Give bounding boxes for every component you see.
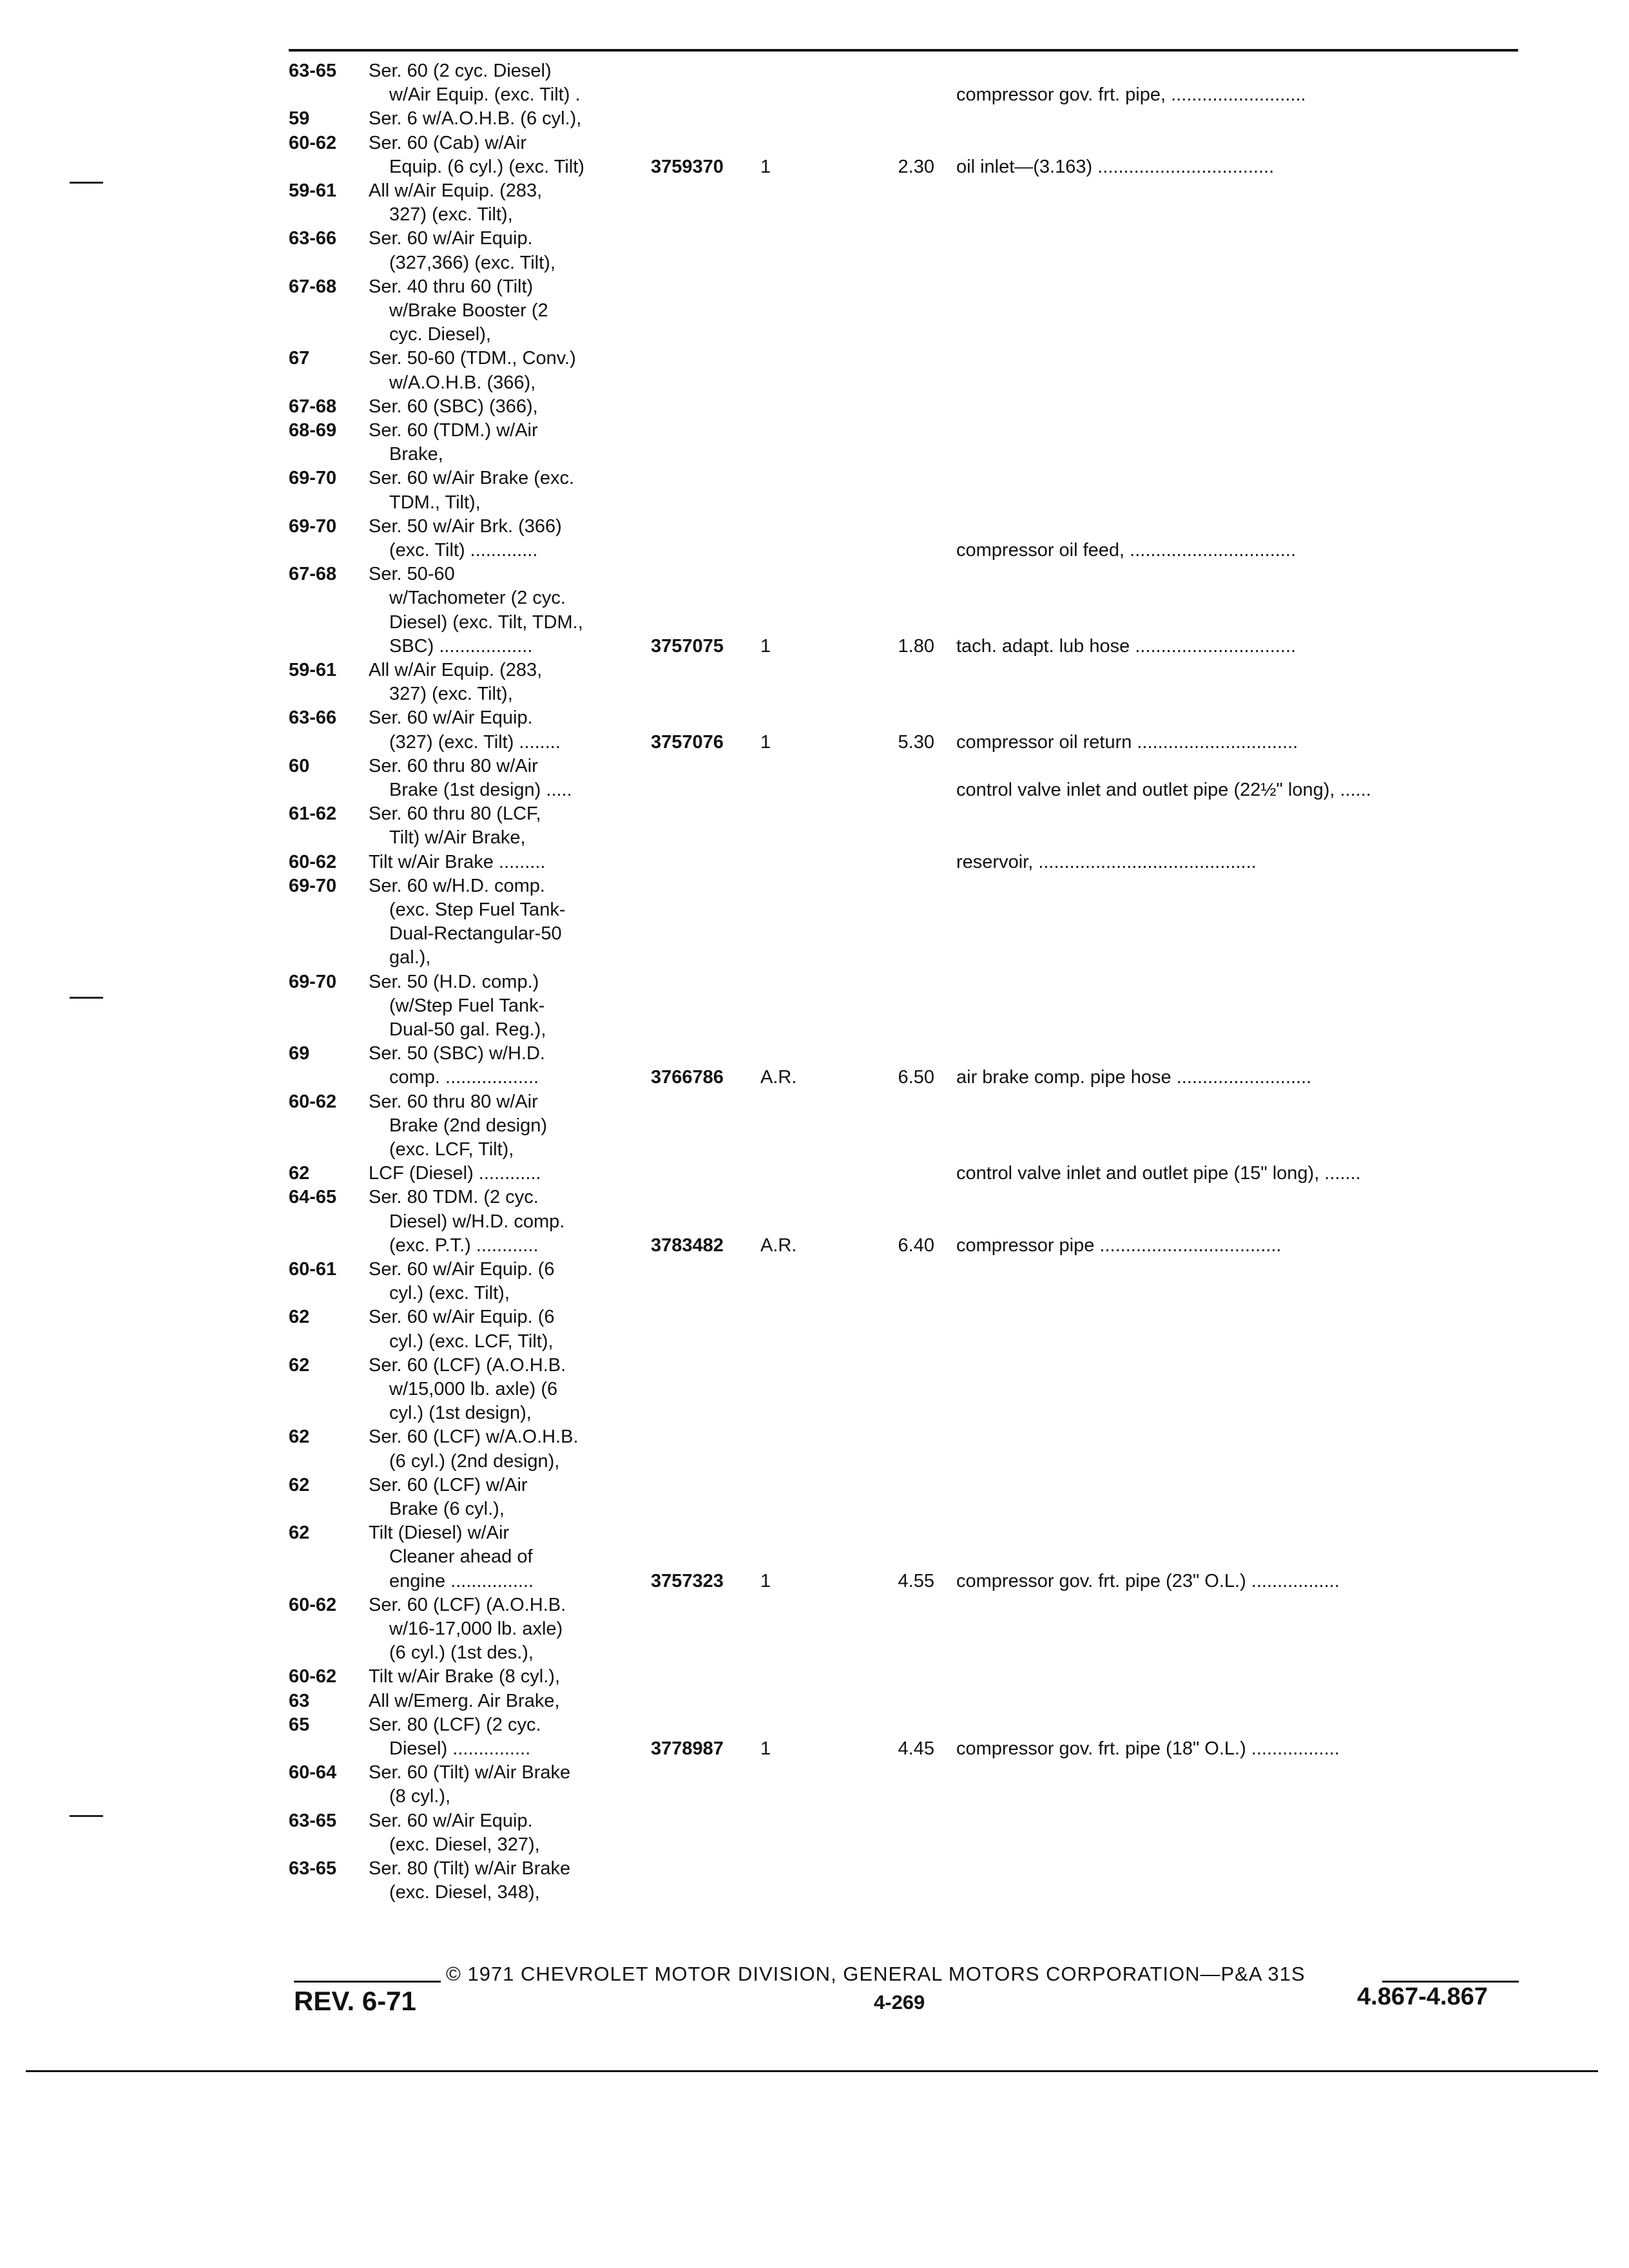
year-cell: 67 (289, 348, 310, 369)
part-number-cell: 3766786 (651, 1067, 724, 1088)
year-cell: 59-61 (289, 180, 337, 201)
table-row (0, 395, 1629, 418)
application-cell: Ser. 60 w/Air Equip. (369, 1810, 533, 1831)
table-row (0, 635, 1629, 658)
table-row (0, 347, 1629, 370)
application-cell: TDM., Tilt), (389, 492, 481, 513)
application-cell: Diesel) ............... (389, 1738, 531, 1759)
year-cell: 60-62 (289, 1666, 337, 1687)
table-row (0, 1641, 1629, 1664)
year-cell: 62 (289, 1474, 310, 1495)
description-cell: compressor pipe ................................... (956, 1235, 1282, 1256)
table-row (0, 323, 1629, 346)
application-cell: Ser. 50-60 (TDM., Conv.) (369, 348, 576, 369)
application-cell: engine ................ (389, 1570, 534, 1591)
application-cell: cyl.) (1st design), (389, 1403, 532, 1424)
year-cell: 67-68 (289, 276, 337, 297)
application-cell: All w/Emerg. Air Brake, (369, 1690, 560, 1711)
price-cell: 4.55 (898, 1570, 934, 1591)
price-cell: 2.30 (898, 156, 934, 177)
table-row (0, 1617, 1629, 1640)
application-cell: (6 cyl.) (1st des.), (389, 1642, 534, 1664)
table-row (0, 1713, 1629, 1736)
application-cell: 327) (exc. Tilt), (389, 684, 513, 705)
application-cell: Ser. 80 TDM. (2 cyc. (369, 1187, 539, 1208)
table-row (0, 1521, 1629, 1544)
year-cell: 60 (289, 755, 310, 776)
application-cell: (exc. P.T.) ............ (389, 1235, 539, 1256)
application-cell: Ser. 6 w/A.O.H.B. (6 cyl.), (369, 108, 582, 130)
table-row (0, 1378, 1629, 1401)
table-row (0, 1210, 1629, 1233)
table-row (0, 443, 1629, 466)
application-cell: LCF (Diesel) ............ (369, 1163, 541, 1184)
application-cell: Dual-50 gal. Reg.), (389, 1019, 546, 1040)
page-bottom-rule (26, 2070, 1598, 2072)
application-cell: SBC) .................. (389, 635, 533, 657)
price-cell: 6.40 (898, 1235, 934, 1256)
table-row (0, 179, 1629, 202)
year-cell: 63-66 (289, 707, 337, 729)
table-row (0, 1354, 1629, 1377)
description-cell: compressor gov. frt. pipe (18" O.L.) ................. (956, 1738, 1340, 1759)
table-row (0, 1138, 1629, 1161)
application-cell: cyl.) (exc. LCF, Tilt), (389, 1331, 554, 1352)
table-row (0, 682, 1629, 706)
application-cell: Equip. (6 cyl.) (exc. Tilt) (389, 156, 584, 177)
application-cell: (w/Step Fuel Tank- (389, 995, 545, 1016)
description-cell: control valve inlet and outlet pipe (15" long), ....... (956, 1163, 1361, 1184)
year-cell: 63-66 (289, 228, 337, 249)
application-cell: Ser. 50 w/Air Brk. (366) (369, 515, 562, 537)
table-row (0, 299, 1629, 322)
price-cell: 6.50 (898, 1067, 934, 1088)
table-row (0, 131, 1629, 155)
year-cell: 60-64 (289, 1762, 337, 1783)
year-cell: 63 (289, 1690, 310, 1711)
year-cell: 69-70 (289, 875, 337, 896)
application-cell: Ser. 60 w/H.D. comp. (369, 875, 545, 896)
table-row (0, 466, 1629, 490)
page-number: 4-269 (874, 1991, 925, 2013)
table-row (0, 1162, 1629, 1185)
description-cell: control valve inlet and outlet pipe (22½" long), ...... (956, 780, 1371, 800)
table-row (0, 1857, 1629, 1880)
table-row (0, 203, 1629, 226)
footer-rule-left (294, 1981, 441, 1983)
table-row (0, 586, 1629, 610)
application-cell: Ser. 60 w/Air Brake (exc. (369, 468, 575, 489)
table-row (0, 1425, 1629, 1448)
table-row (0, 1234, 1629, 1257)
table-row (0, 1809, 1629, 1832)
application-cell: Diesel) w/H.D. comp. (389, 1211, 565, 1232)
table-row (0, 539, 1629, 562)
application-cell: Ser. 60 (2 cyc. Diesel) (369, 61, 552, 81)
application-cell: Brake, (389, 444, 443, 465)
application-cell: (exc. Diesel, 348), (389, 1882, 540, 1903)
year-cell: 69-70 (289, 468, 337, 489)
application-cell: comp. .................. (389, 1067, 539, 1088)
footer-rule-right (1382, 1981, 1519, 1983)
application-cell: Brake (2nd design) (389, 1115, 548, 1136)
table-row (0, 1282, 1629, 1305)
application-cell: Ser. 60 thru 80 w/Air (369, 755, 538, 776)
application-cell: Ser. 50-60 (369, 564, 455, 585)
application-cell: Cleaner ahead of (389, 1546, 533, 1568)
year-cell: 67-68 (289, 564, 337, 585)
table-row (0, 1090, 1629, 1113)
year-cell: 62 (289, 1307, 310, 1328)
table-row (0, 227, 1629, 250)
table-row (0, 874, 1629, 898)
application-cell: Ser. 60 (Cab) w/Air (369, 132, 526, 153)
application-cell: Ser. 60 w/Air Equip. (6 (369, 1259, 555, 1280)
table-row (0, 970, 1629, 994)
application-cell: cyc. Diesel), (389, 324, 491, 345)
table-row (0, 802, 1629, 825)
part-number-cell: 3757076 (651, 731, 724, 753)
application-cell: gal.), (389, 947, 431, 968)
table-row (0, 1305, 1629, 1329)
application-cell: Tilt w/Air Brake ......... (369, 851, 546, 872)
year-cell: 63-65 (289, 61, 337, 81)
application-cell: (8 cyl.), (389, 1786, 451, 1807)
application-cell: Ser. 60 (LCF) w/Air (369, 1474, 528, 1495)
application-cell: w/16-17,000 lb. axle) (389, 1619, 563, 1639)
table-row (0, 1474, 1629, 1497)
year-cell: 62 (289, 1427, 310, 1448)
table-row (0, 850, 1629, 874)
table-row (0, 1186, 1629, 1209)
application-cell: Ser. 60 thru 80 (LCF, (369, 803, 541, 825)
quantity-cell: 1 (760, 1570, 771, 1591)
table-row (0, 1114, 1629, 1137)
table-row (0, 1042, 1629, 1065)
application-cell: Ser. 50 (SBC) w/H.D. (369, 1043, 545, 1064)
year-cell: 68-69 (289, 420, 337, 441)
description-cell: compressor oil feed, ................................ (956, 540, 1296, 561)
table-row (0, 1881, 1629, 1904)
year-cell: 60-62 (289, 1091, 337, 1112)
application-cell: Ser. 60 w/Air Equip. (369, 228, 533, 249)
year-cell: 59-61 (289, 660, 337, 680)
year-cell: 69 (289, 1043, 310, 1064)
application-cell: Brake (1st design) ..... (389, 780, 572, 800)
part-number-cell: 3757323 (651, 1570, 724, 1591)
year-cell: 63-65 (289, 1858, 337, 1879)
application-cell: Diesel) (exc. Tilt, TDM., (389, 611, 583, 633)
price-cell: 4.45 (898, 1738, 934, 1759)
table-row (0, 1330, 1629, 1353)
price-cell: 1.80 (898, 635, 934, 657)
year-cell: 60-62 (289, 132, 337, 153)
section-number: 4.867-4.867 (1357, 1983, 1488, 2010)
table-row (0, 515, 1629, 538)
table-row (0, 922, 1629, 945)
table-row (0, 1258, 1629, 1281)
application-cell: w/Tachometer (2 cyc. (389, 588, 566, 609)
application-cell: (exc. Diesel, 327), (389, 1834, 540, 1855)
year-cell: 60-61 (289, 1259, 337, 1280)
application-cell: w/15,000 lb. axle) (6 (389, 1379, 558, 1399)
description-cell: compressor gov. frt. pipe, .......................... (956, 84, 1306, 106)
application-cell: Ser. 80 (Tilt) w/Air Brake (369, 1858, 571, 1879)
table-row (0, 1833, 1629, 1856)
year-cell: 63-65 (289, 1810, 337, 1831)
application-cell: w/Air Equip. (exc. Tilt) . (389, 84, 581, 106)
table-row (0, 1665, 1629, 1688)
price-cell: 5.30 (898, 731, 934, 753)
application-cell: Brake (6 cyl.), (389, 1499, 505, 1519)
table-row (0, 731, 1629, 754)
quantity-cell: A.R. (760, 1235, 797, 1256)
application-cell: (327,366) (exc. Tilt), (389, 252, 555, 273)
application-cell: Ser. 80 (LCF) (2 cyc. (369, 1714, 541, 1735)
table-row (0, 155, 1629, 178)
table-row (0, 778, 1629, 802)
table-row (0, 946, 1629, 969)
revision-label: REV. 6-71 (294, 1986, 416, 2016)
table-row (0, 1497, 1629, 1521)
application-cell: Ser. 60 (TDM.) w/Air (369, 420, 538, 441)
year-cell: 61-62 (289, 803, 337, 825)
description-cell: tach. adapt. lub hose ............................... (956, 635, 1296, 657)
application-cell: Ser. 60 w/Air Equip. (6 (369, 1307, 555, 1328)
year-cell: 67-68 (289, 396, 337, 417)
quantity-cell: 1 (760, 156, 771, 177)
table-row (0, 706, 1629, 729)
table-row (0, 658, 1629, 682)
table-row (0, 611, 1629, 634)
year-cell: 60-62 (289, 1594, 337, 1615)
year-cell: 62 (289, 1354, 310, 1376)
quantity-cell: 1 (760, 731, 771, 753)
application-cell: (327) (exc. Tilt) ........ (389, 731, 561, 753)
application-cell: Ser. 60 (SBC) (366), (369, 396, 538, 417)
application-cell: Ser. 60 (Tilt) w/Air Brake (369, 1762, 571, 1783)
application-cell: Dual-Rectangular-50 (389, 923, 562, 945)
description-cell: reservoir, .......................................... (956, 851, 1257, 872)
application-cell: All w/Air Equip. (283, (369, 180, 543, 201)
application-cell: Ser. 40 thru 60 (Tilt) (369, 276, 534, 297)
table-row (0, 59, 1629, 82)
quantity-cell: 1 (760, 1738, 771, 1759)
description-cell: compressor oil return ............................... (956, 731, 1298, 753)
description-cell: air brake comp. pipe hose .......................... (956, 1067, 1312, 1088)
table-row (0, 562, 1629, 586)
application-cell: Ser. 60 (LCF) (A.O.H.B. (369, 1354, 566, 1376)
table-row (0, 1066, 1629, 1089)
year-cell: 59 (289, 108, 310, 130)
year-cell: 62 (289, 1163, 310, 1184)
application-cell: All w/Air Equip. (283, (369, 660, 543, 680)
table-row (0, 1570, 1629, 1593)
year-cell: 65 (289, 1714, 310, 1735)
table-row (0, 1593, 1629, 1617)
part-number-cell: 3783482 (651, 1235, 724, 1256)
part-number-cell: 3757075 (651, 635, 724, 657)
application-cell: (exc. Step Fuel Tank- (389, 899, 566, 920)
application-cell: (6 cyl.) (2nd design), (389, 1450, 560, 1472)
part-number-cell: 3778987 (651, 1738, 724, 1759)
application-cell: Ser. 60 (LCF) (A.O.H.B. (369, 1594, 566, 1615)
table-row (0, 1450, 1629, 1473)
table-row (0, 1761, 1629, 1784)
table-row (0, 1545, 1629, 1568)
quantity-cell: A.R. (760, 1067, 797, 1088)
application-cell: Ser. 60 thru 80 w/Air (369, 1091, 538, 1112)
table-row (0, 994, 1629, 1017)
table-row (0, 83, 1629, 106)
table-row (0, 1737, 1629, 1760)
year-cell: 69-70 (289, 971, 337, 992)
table-row (0, 1785, 1629, 1808)
application-cell: (exc. LCF, Tilt), (389, 1139, 514, 1160)
year-cell: 60-62 (289, 851, 337, 872)
table-row (0, 371, 1629, 394)
application-cell: Ser. 60 (LCF) w/A.O.H.B. (369, 1427, 579, 1448)
description-cell: compressor gov. frt. pipe (23" O.L.) ................. (956, 1570, 1340, 1591)
application-cell: Tilt w/Air Brake (8 cyl.), (369, 1666, 561, 1687)
table-row (0, 107, 1629, 130)
application-cell: Tilt) w/Air Brake, (389, 827, 526, 849)
application-cell: w/A.O.H.B. (366), (389, 372, 536, 393)
table-row (0, 251, 1629, 274)
year-cell: 69-70 (289, 515, 337, 537)
table-row (0, 1018, 1629, 1041)
year-cell: 62 (289, 1523, 310, 1544)
quantity-cell: 1 (760, 635, 771, 657)
table-row (0, 275, 1629, 298)
table-row (0, 1689, 1629, 1713)
table-row (0, 491, 1629, 514)
table-row (0, 754, 1629, 778)
application-cell: cyl.) (exc. Tilt), (389, 1283, 510, 1304)
description-cell: oil inlet—(3.163) .................................. (956, 156, 1275, 177)
application-cell: Ser. 50 (H.D. comp.) (369, 971, 539, 992)
application-cell: Ser. 60 w/Air Equip. (369, 707, 533, 729)
table-row (0, 419, 1629, 442)
year-cell: 64-65 (289, 1187, 337, 1208)
part-number-cell: 3759370 (651, 156, 724, 177)
application-cell: Tilt (Diesel) w/Air (369, 1523, 510, 1544)
table-row (0, 826, 1629, 849)
application-cell: (exc. Tilt) ............. (389, 540, 538, 561)
footer-copyright: © 1971 CHEVROLET MOTOR DIVISION, GENERAL MOTORS CORPORATION—P&A 31S (446, 1963, 1306, 1985)
application-cell: w/Brake Booster (2 (389, 300, 548, 321)
table-row (0, 898, 1629, 921)
application-cell: 327) (exc. Tilt), (389, 204, 513, 226)
table-row (0, 1401, 1629, 1425)
